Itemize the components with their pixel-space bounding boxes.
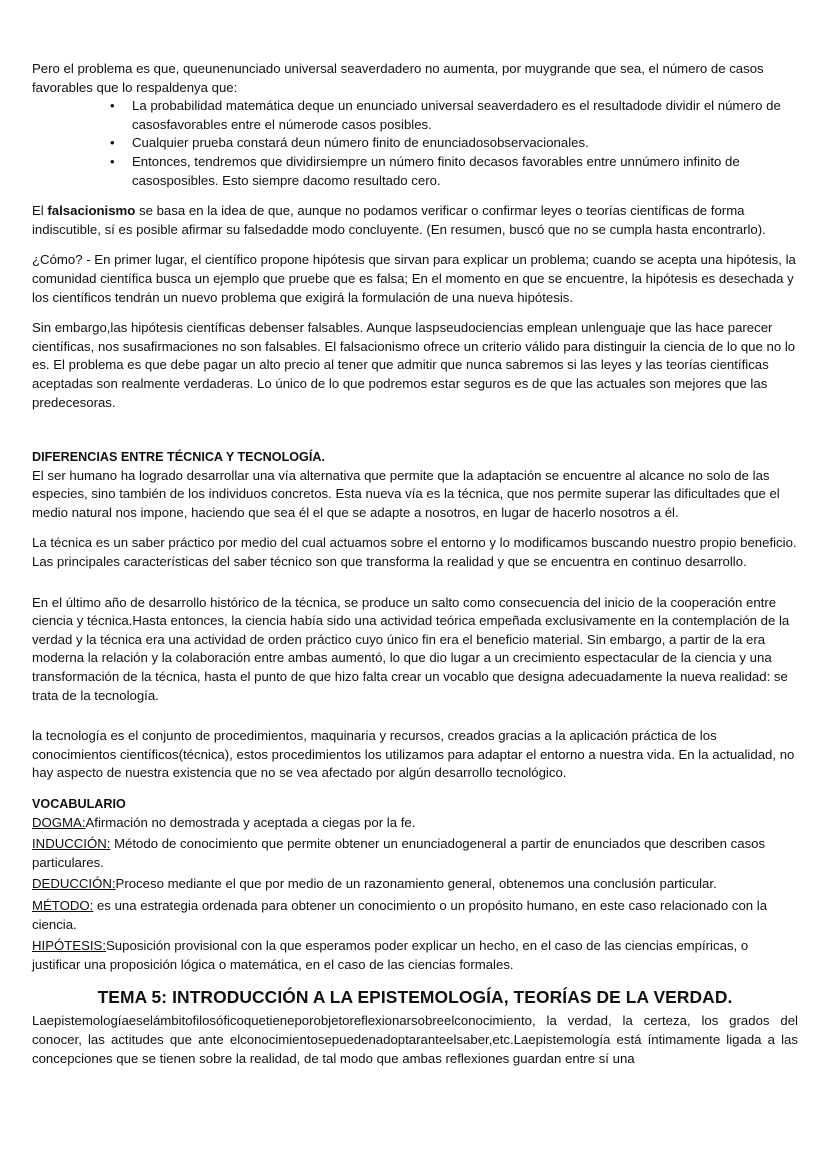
bullet-item: • La probabilidad matemática deque un enunciado universal seaverdadero es el resultadode dividir el número de casosfavorables entre el númerode casos posibles. — [132, 97, 798, 134]
vocab-term: DOGMA: — [32, 814, 86, 830]
vocab-definition: Afirmación no demostrada y aceptada a ciegas por la fe. — [85, 814, 416, 830]
vocab-entry-dogma — [32, 814, 798, 833]
bullet-item: • Cualquier prueba constará deun número finito de enunciadosobservacionales. — [132, 134, 798, 153]
document-page — [32, 60, 798, 1068]
vocab-term: INDUCCIÓN: — [32, 836, 111, 852]
vocabulario-heading: VOCABULARIO — [32, 797, 126, 811]
vocab-entry-hipotesis — [32, 937, 798, 974]
diferencias-paragraph-4: la tecnología es el conjunto de procedimientos, maquinaria y recursos, creados gracias a la aplicación práctica de los conocimientos científicos(técnica), estos procedimientos los utilizamos para adaptar el entorno a nuestra vida. En la actualidad, no hay aspecto de nuestra existencia que no se vea afectado por algún desarrollo tecnológico. — [32, 728, 795, 781]
spacer — [32, 717, 798, 727]
spacer — [32, 584, 798, 594]
diferencias-heading: DIFERENCIAS ENTRE TÉCNICA Y TECNOLOGÍA. — [32, 450, 325, 465]
tema-paragraph: Laepistemologíaeselámbitofilosóficoquetieneporobjetoreflexionarsobreelconocimiento, la verdad, la certeza, los grados del conocer, las actitudes que ante elconocimientosepuedenadoptaranteelsaber,etc.Laepistemología está íntimamente ligada a las concepciones que se tienen sobre la realidad, de tal modo que ambas reflexiones guardan entre sí una — [32, 1013, 798, 1066]
bullet-item: • Entonces, tendremos que dividirsiempre un número finito decasos favorables entre unnúmero infinito de casosposibles. Esto siempre dacomo resultado cero. — [132, 153, 798, 190]
falsacionismo-lead: El — [32, 203, 48, 219]
intro-paragraph: Pero el problema es que, queunenunciado universal seaverdadero no aumenta, por muygrande que sea, el número de casos favorables que lo respaldenya que: — [32, 61, 764, 95]
falsacionismo-term: falsacionismo — [47, 203, 136, 219]
vocab-definition: Suposición provisional con la que esperamos poder explicar un hecho, en el caso de las ciencias empíricas, o justificar una proposición lógica o matemática, en el caso de las ciencias formales. — [32, 938, 749, 972]
falsacionismo-text: se basa en la idea de que, aunque no podamos verificar o confirmar leyes o teorías científicas de forma indiscutible, sí es posible afirmar su falsedadde modo concluyente. (En resumen, buscó que no se cumpla hasta encontrarlo). — [32, 203, 766, 237]
diferencias-paragraph-1: El ser humano ha logrado desarrollar una vía alternativa que permite que la adaptación se encuentre al alcance no solo de las especies, sino también de los individuos concretos. Esta nueva vía es la técnica, que nos permite superar las dificultades que el medio natural nos impone, haciendo que sea él el que se adapte a nosotros, en lugar de hacerlo nosotros a él. — [32, 467, 780, 520]
spacer — [32, 424, 798, 448]
tema-title: TEMA 5: INTRODUCCIÓN A LA EPISTEMOLOGÍA, TEORÍAS DE LA VERDAD. — [97, 987, 733, 1008]
vocab-term: DEDUCCIÓN: — [32, 876, 116, 892]
vocab-definition: Proceso mediante el que por medio de un razonamiento general, obtenemos una conclusión particular. — [115, 876, 717, 892]
como-paragraph: ¿Cómo? - En primer lugar, el científico propone hipótesis que sirvan para explicar un problema; cuando se acepta una hipótesis, la comunidad científica busca un ejemplo que pruebe que es falsa; En el momento en que se encuentre, la hipótesis es desechada y los científicos tendrán un nuevo problema que exigirá la formulación de una nueva hipótesis. — [32, 252, 796, 305]
vocabulario-list — [32, 814, 798, 975]
diferencias-paragraph-2: La técnica es un saber práctico por medio del cual actuamos sobre el entorno y lo modificamos buscando nuestro propio beneficio. Las principales características del saber técnico son que transforma la realidad y que se encuentra en continuo desarrollo. — [32, 535, 797, 570]
intro-bullet-list — [32, 97, 798, 190]
vocab-term: HIPÓTESIS: — [32, 938, 107, 954]
falsacionismo-paragraph — [32, 202, 798, 239]
diferencias-paragraph-3: En el último año de desarrollo histórico de la técnica, se produce un salto como consecuencia del inicio de la cooperación entre ciencia y técnica.Hasta entonces, la ciencia había sido una actividad teórica empeñada exclusivamente en la contemplación de la verdad y la técnica era una actividad de orden práctico cuyo único fin era el beneficio material. Sin embargo, a partir de la era moderna la relación y la colaboración entre ambas aumentó, lo que dio lugar a un crecimiento espectacular de la ciencia y una transformación de la técnica, hasta el punto de que hizo falta crear un vocablo que designa adecuadamente la nueva realidad: se trata de la tecnología. — [32, 594, 790, 703]
vocab-entry-metodo — [32, 897, 798, 934]
vocab-entry-deduccion — [32, 875, 798, 894]
vocab-definition: Método de conocimiento que permite obtener un enunciadogeneral a partir de enunciados que describen casos particulares. — [32, 836, 766, 870]
vocab-definition: es una estrategia ordenada para obtener un conocimiento o un propósito humano, en este caso relacionado con la ciencia. — [32, 897, 768, 932]
sin-embargo-paragraph: Sin embargo,las hipótesis científicas debenser falsables. Aunque laspseudociencias emplean unlenguaje que las hace parecer científicas, nos susafirmaciones no son falsables. El falsacionismo ofrece un criterio válido para distinguir la ciencia de lo que no lo es. El problema es que debe pagar un alto precio al tener que admitir que nunca sabremos si las leyes y las teorías científicas aceptadas son realmente verdaderas. Lo único de lo que podremos estar seguros es de que las actuales son mejores que las predecesoras. — [32, 320, 796, 410]
vocab-term: MÉTODO: — [32, 897, 94, 913]
vocab-entry-induccion — [32, 835, 798, 872]
